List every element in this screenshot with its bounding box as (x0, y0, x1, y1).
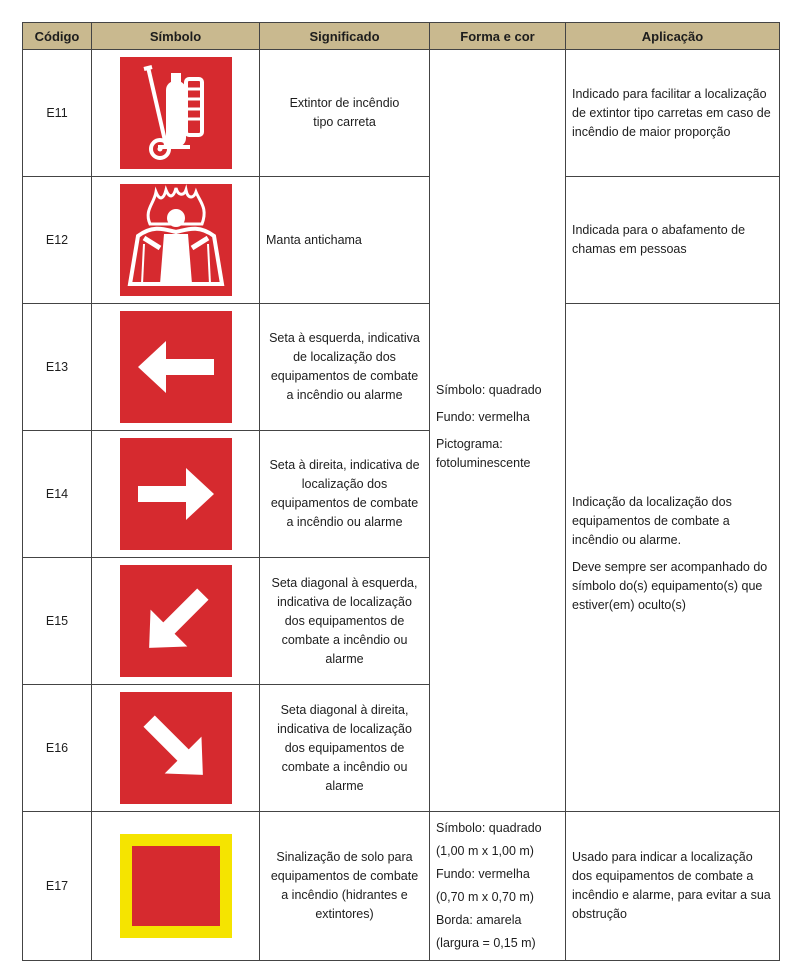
forma-line: Fundo: vermelha (436, 867, 530, 881)
symbol-cell (92, 431, 260, 558)
meaning-cell (260, 50, 430, 177)
floor-marking-square-icon (120, 834, 232, 938)
symbol-cell (92, 304, 260, 431)
meaning-cell: Seta diagonal à direita, indicativa de localização dos equipamentos de combate a incêndio ou alarme (260, 685, 430, 812)
code-cell: E17 (23, 812, 92, 961)
col-header-aplicacao: Aplicação (566, 23, 780, 50)
forma-line: (0,70 m x 0,70 m) (436, 890, 534, 904)
application-shared-line: Indicação da localização dos equipamentos de combate a incêndio ou alarme. (572, 494, 732, 547)
table-header-row (23, 23, 780, 50)
symbol-cell (92, 50, 260, 177)
meaning-cell: Sinalização de solo para equipamentos de combate a incêndio (hidrantes e extintores) (260, 812, 430, 961)
forma-pictograma-value: fotoluminescente (436, 455, 531, 470)
forma-pictograma-label: Pictograma: (436, 436, 503, 451)
fire-extinguisher-cart-icon (120, 57, 232, 169)
arrow-left-icon (120, 311, 232, 423)
forma-cor-shared-cell (430, 50, 566, 812)
forma-line: Símbolo: quadrado (436, 821, 542, 835)
arrow-down-right-icon (120, 692, 232, 804)
table-row-e12 (23, 177, 780, 304)
symbol-cell (92, 177, 260, 304)
application-shared-line: Deve sempre ser acompanhado do símbolo do(s) equipamento(s) que estiver(em) oculto(s) (572, 559, 768, 612)
forma-simbolo: Símbolo: quadrado (436, 382, 542, 397)
forma-line: Borda: amarela (436, 913, 522, 927)
col-header-significado: Significado (260, 23, 430, 50)
signs-table (22, 22, 780, 961)
forma-fundo: Fundo: vermelha (436, 409, 530, 424)
code-cell: E13 (23, 304, 92, 431)
application-cell: Usado para indicar a localização dos equipamentos de combate a incêndio e alarme, para evitar a sua obstrução (566, 812, 780, 961)
table-row-e17 (23, 812, 780, 961)
table-row-e13 (23, 304, 780, 431)
col-header-forma-cor: Forma e cor (430, 23, 566, 50)
application-shared-cell (566, 304, 780, 812)
code-cell: E14 (23, 431, 92, 558)
table-row-e11 (23, 50, 780, 177)
symbol-cell (92, 812, 260, 961)
forma-cor-cell (430, 812, 566, 961)
arrow-right-icon (120, 438, 232, 550)
meaning-line: tipo carreta (313, 115, 376, 129)
application-cell: Indicada para o abafamento de chamas em pessoas (566, 177, 780, 304)
code-cell: E15 (23, 558, 92, 685)
meaning-cell: Seta diagonal à esquerda, indicativa de localização dos equipamentos de combate a incêndio ou alarme (260, 558, 430, 685)
fire-blanket-icon (120, 184, 232, 296)
forma-line: (1,00 m x 1,00 m) (436, 844, 534, 858)
col-header-simbolo: Símbolo (92, 23, 260, 50)
application-cell: Indicado para facilitar a localização de extintor tipo carretas em caso de incêndio de maior proporção (566, 50, 780, 177)
meaning-cell: Seta à direita, indicativa de localização dos equipamentos de combate a incêndio ou alarme (260, 431, 430, 558)
symbol-cell (92, 685, 260, 812)
forma-line: (largura = 0,15 m) (436, 936, 536, 950)
meaning-cell: Manta antichama (260, 177, 430, 304)
meaning-cell: Seta à esquerda, indicativa de localização dos equipamentos de combate a incêndio ou alarme (260, 304, 430, 431)
meaning-line: Extintor de incêndio (289, 96, 400, 110)
symbol-cell (92, 558, 260, 685)
code-cell: E12 (23, 177, 92, 304)
arrow-down-left-icon (120, 565, 232, 677)
code-cell: E11 (23, 50, 92, 177)
col-header-codigo: Código (23, 23, 92, 50)
code-cell: E16 (23, 685, 92, 812)
